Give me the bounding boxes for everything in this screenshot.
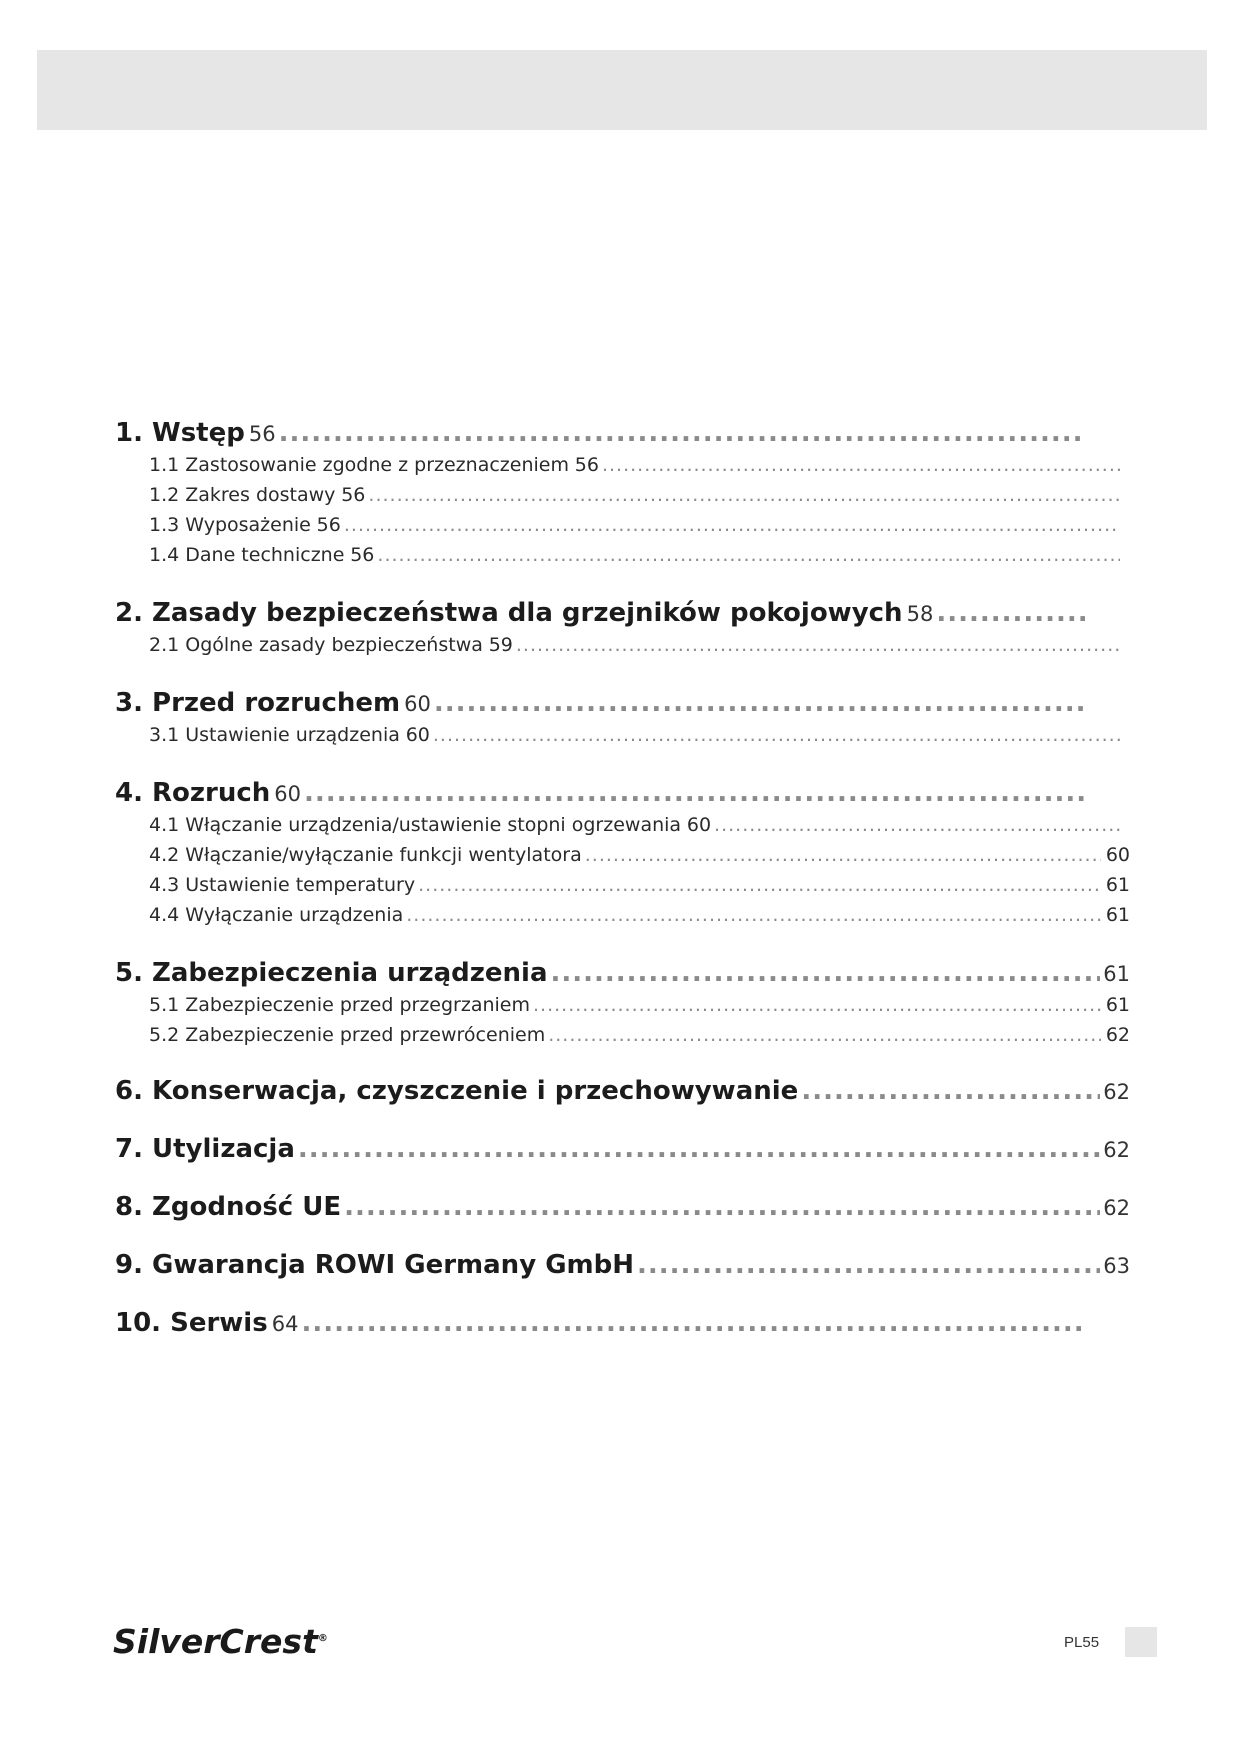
toc-leader: [433, 724, 1120, 746]
toc-leader: [434, 688, 1086, 718]
toc-entry-4-2[interactable]: [115, 844, 1130, 874]
toc-label: 2.1 Ogólne zasady bezpieczeństwa: [149, 634, 483, 656]
toc-entry-4-1[interactable]: [115, 814, 1120, 844]
toc-page-number: 62: [1103, 1196, 1130, 1220]
toc-entry-przed-rozruchem[interactable]: [115, 688, 1086, 724]
toc-entry-1-4[interactable]: [115, 544, 1120, 574]
toc-label: 4. Rozruch: [115, 778, 271, 808]
toc-label: 4.4 Wyłączanie urządzenia: [149, 904, 404, 926]
toc-label: 5. Zabezpieczenia urządzenia: [115, 958, 548, 988]
toc-leader: [533, 994, 1101, 1016]
toc-page-number: 60: [1105, 844, 1130, 866]
toc-page-number: 56: [316, 514, 341, 536]
toc-leader: [406, 904, 1101, 926]
toc-entry-1-3[interactable]: [115, 514, 1120, 544]
toc-entry-serwis[interactable]: [115, 1308, 1086, 1344]
brand-logo: [113, 1622, 328, 1661]
toc-entry-utylizacja[interactable]: [115, 1134, 1130, 1170]
toc-leader: [304, 778, 1086, 808]
toc-page-number: 60: [405, 724, 430, 746]
toc-label: 3. Przed rozruchem: [115, 688, 401, 718]
toc-page-number: 59: [488, 634, 513, 656]
toc-label: 8. Zgodność UE: [115, 1192, 342, 1222]
toc-label: 1.1 Zastosowanie zgodne z przeznaczeniem: [149, 454, 569, 476]
toc-page-number: 61: [1103, 962, 1130, 986]
header-bar: [37, 50, 1207, 130]
toc-leader: [377, 544, 1120, 566]
toc-page-number: 61: [1105, 904, 1130, 926]
toc-page-number: 56: [248, 422, 276, 446]
toc-leader: [714, 814, 1120, 836]
toc-label: 3.1 Ustawienie urządzenia: [149, 724, 400, 746]
toc-leader: [801, 1076, 1100, 1106]
toc-label: 4.3 Ustawienie temperatury: [149, 874, 416, 896]
toc-leader: [637, 1250, 1100, 1280]
toc-page-number: 60: [404, 692, 431, 716]
toc-leader: [516, 634, 1120, 656]
toc-entry-zasady-bezpieczenstwa[interactable]: [115, 598, 1086, 634]
toc-page-number: 62: [1103, 1138, 1130, 1162]
toc-leader: [602, 454, 1120, 476]
toc-page-number: 62: [1105, 1024, 1130, 1046]
toc-entry-gwarancja[interactable]: [115, 1250, 1130, 1286]
toc-leader: [585, 844, 1101, 866]
toc-entry-3-1[interactable]: [115, 724, 1120, 754]
toc-leader: [418, 874, 1101, 896]
brand-name: SilverCrest: [113, 1622, 318, 1661]
toc-label: 1. Wstęp: [115, 418, 245, 448]
toc-label: 10. Serwis: [115, 1308, 268, 1338]
toc-entry-5-2[interactable]: [115, 1024, 1130, 1054]
page-tab-box: [1125, 1627, 1157, 1657]
table-of-contents: [115, 418, 1130, 1344]
toc-page-number: 56: [574, 454, 599, 476]
toc-entry-1-1[interactable]: [115, 454, 1120, 484]
toc-entry-rozruch[interactable]: [115, 778, 1086, 814]
toc-page-number: 60: [686, 814, 712, 836]
toc-entry-zgodnosc-ue[interactable]: [115, 1192, 1130, 1228]
toc-leader: [301, 1308, 1086, 1338]
toc-page-number: 61: [1105, 994, 1130, 1016]
toc-leader: [344, 1192, 1100, 1222]
toc-leader: [279, 418, 1086, 448]
page-number-label: PL55: [1064, 1634, 1100, 1651]
toc-leader: [368, 484, 1120, 506]
toc-page-number: 63: [1103, 1254, 1130, 1278]
toc-entry-4-4[interactable]: [115, 904, 1130, 934]
toc-label: 6. Konserwacja, czyszczenie i przechowywanie: [115, 1076, 799, 1106]
toc-page-number: 60: [274, 782, 302, 806]
toc-leader: [548, 1024, 1101, 1046]
toc-leader: [344, 514, 1120, 536]
registered-mark: ®: [317, 1633, 328, 1644]
toc-label: 1.4 Dane techniczne: [149, 544, 345, 566]
toc-page-number: 64: [271, 1312, 299, 1336]
toc-label: 7. Utylizacja: [115, 1134, 295, 1164]
toc-leader: [298, 1134, 1100, 1164]
toc-page-number: 56: [350, 544, 375, 566]
toc-entry-konserwacja[interactable]: [115, 1076, 1130, 1112]
toc-label: 5.1 Zabezpieczenie przed przegrzaniem: [149, 994, 531, 1016]
toc-label: 9. Gwarancja ROWI Germany GmbH: [115, 1250, 634, 1280]
toc-page-number: 62: [1103, 1080, 1130, 1104]
toc-label: 1.2 Zakres dostawy: [149, 484, 336, 506]
toc-label: 2. Zasady bezpieczeństwa dla grzejników pokojowych: [115, 598, 903, 628]
toc-page-number: 58: [906, 602, 934, 626]
toc-entry-1-2[interactable]: [115, 484, 1120, 514]
toc-label: 4.1 Włączanie urządzenia/ustawienie stopni ogrzewania: [149, 814, 682, 836]
toc-entry-zabezpieczenia[interactable]: [115, 958, 1130, 994]
toc-leader: [551, 958, 1101, 988]
toc-label: 5.2 Zabezpieczenie przed przewróceniem: [149, 1024, 546, 1046]
toc-entry-4-3[interactable]: [115, 874, 1130, 904]
toc-entry-5-1[interactable]: [115, 994, 1130, 1024]
toc-page-number: 56: [341, 484, 366, 506]
toc-page-number: 61: [1105, 874, 1130, 896]
toc-label: 1.3 Wyposażenie: [149, 514, 311, 536]
toc-label: 4.2 Włączanie/wyłączanie funkcji wentylatora: [149, 844, 582, 866]
toc-leader: [936, 598, 1086, 628]
toc-entry-wstep[interactable]: [115, 418, 1086, 454]
toc-entry-2-1[interactable]: [115, 634, 1120, 664]
